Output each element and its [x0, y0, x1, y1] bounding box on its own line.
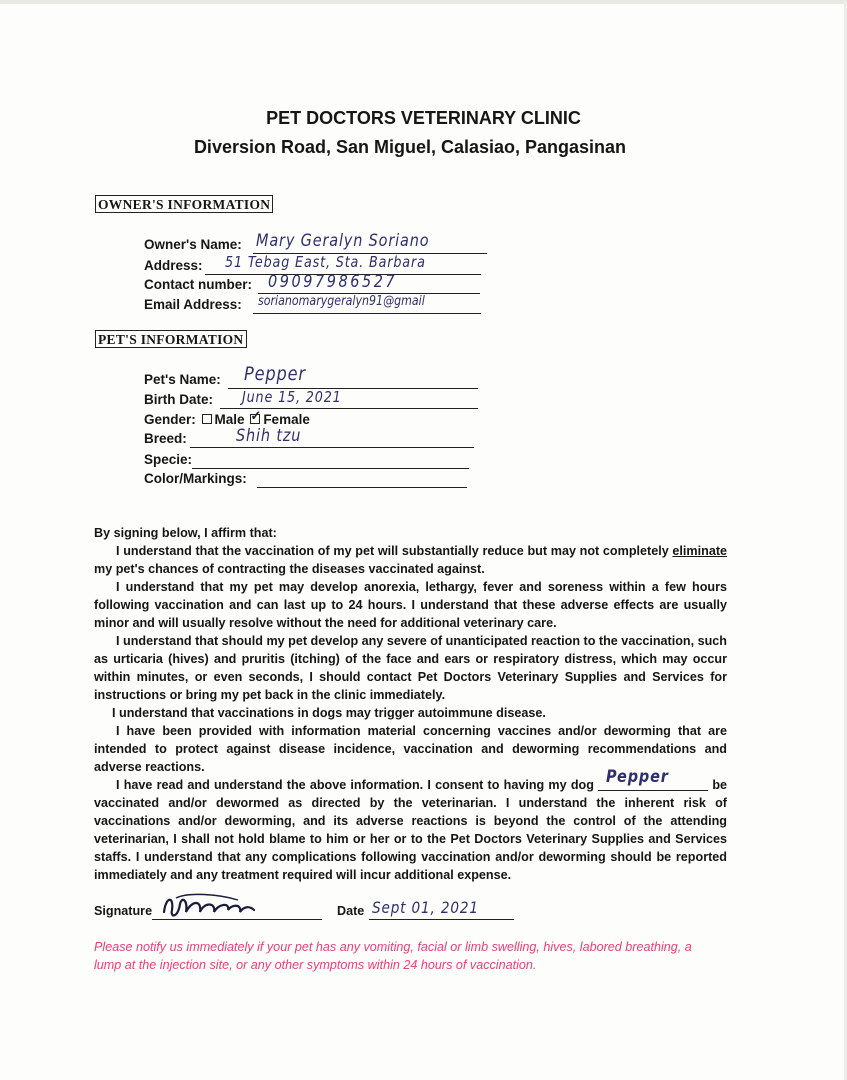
pet-name-value[interactable]: Pepper: [244, 363, 306, 385]
consent-intro: By signing below, I affirm that:: [94, 526, 277, 540]
owner-address-value[interactable]: 51 Tebag East, Sta. Barbara: [225, 253, 426, 271]
pet-name-label: Pet's Name:: [144, 372, 221, 387]
pet-birth-label: Birth Date:: [144, 392, 214, 407]
pet-breed-label: Breed:: [144, 431, 187, 446]
pet-color-label: Color/Markings:: [144, 471, 247, 486]
pet-section-title: PET'S INFORMATION: [95, 330, 247, 348]
consent-p1: [94, 542, 727, 578]
consent-p4: I understand that vaccinations in dogs may trigger autoimmune disease.: [112, 706, 546, 720]
gender-female-checkbox[interactable]: [250, 414, 260, 424]
owner-contact-value[interactable]: 09097986527: [268, 272, 398, 292]
consent-p1-a: I understand that the vaccination of my pet will substantially reduce but may not completely: [116, 544, 669, 558]
consent-p1-b: eliminate: [672, 544, 728, 558]
dog-name-line[interactable]: [598, 767, 708, 791]
consent-p5: I have been provided with information material concerning vaccines and/or deworming that are intended to protect against disease incidence, vaccination and deworming recommendations and adverse reactions.: [94, 724, 727, 774]
signature-drawing: [158, 890, 268, 924]
pet-gender-label: Gender:: [144, 412, 196, 427]
consent-p6-a: I have read and understand the above information. I consent to having my dog: [116, 778, 594, 792]
owner-section-title: OWNER'S INFORMATION: [95, 195, 273, 213]
consent-p2: I understand that my pet may develop anorexia, lethargy, fever and soreness within a few hours following vaccination and can last up to 24 hours. I understand that these adverse effects are usually minor and will usually resolve without the need for additional veterinary care.: [94, 580, 727, 630]
consent-p6: [94, 767, 728, 884]
date-value[interactable]: Sept 01, 2021: [372, 898, 479, 917]
owner-email-value[interactable]: sorianomarygeralyn91@gmail: [258, 294, 425, 309]
consent-p6-b: be vaccinated and/or dewormed as directed by the veterinarian. I understand the inherent risk of vaccinations and/or deworming, and its adverse reactions is beyond the control of the attending veterinarian, I shall not hold blame to him or her or to the Pet Doctors Veterinary Supplies and Services staffs. I understand that any complications following vaccination and/or deworming should be reported immediately and any treatment required will incur additional expense.: [94, 778, 728, 882]
consent-p1-c: my pet's chances of contracting the diseases vaccinated against.: [94, 562, 485, 576]
owner-email-label: Email Address:: [144, 297, 242, 312]
date-label: Date: [337, 904, 365, 918]
consent-text: [94, 524, 727, 884]
pet-color-line[interactable]: [257, 470, 467, 488]
owner-name-value[interactable]: Mary Geralyn Soriano: [256, 231, 430, 251]
consent-p3: I understand that should my pet develop any severe of unanticipated reaction to the vaccination, such as urticaria (hives) and pruritis (itching) of the face and ears or respiratory distress, which may occur within minutes, or even seconds, I should contact Pet Doctors Veterinary Supplies and Services for instructions or bring my pet back in the clinic immediately.: [94, 634, 727, 702]
signature-label: Signature: [94, 904, 153, 918]
aftercare-notice: Please notify us immediately if your pet has any vomiting, facial or limb swelling, hives, labored breathing, a lump at the injection site, or any other symptoms within 24 hours of vaccination.: [94, 940, 692, 972]
clinic-name: PET DOCTORS VETERINARY CLINIC: [266, 108, 581, 128]
page-edge: [0, 0, 847, 4]
gender-female-label: Female: [263, 412, 310, 427]
owner-address-label: Address:: [144, 258, 203, 273]
pet-breed-value[interactable]: Shih tzu: [236, 426, 302, 446]
gender-male-checkbox[interactable]: [202, 414, 212, 424]
dog-name-value[interactable]: Pepper: [606, 767, 669, 787]
gender-male-label: Male: [214, 412, 245, 427]
clinic-address: Diversion Road, San Miguel, Calasiao, Pangasinan: [193, 137, 627, 157]
owner-name-label: Owner's Name:: [144, 237, 242, 252]
pet-breed-line: [190, 430, 474, 448]
pet-specie-label: Specie:: [144, 452, 193, 467]
pet-specie-line[interactable]: [192, 451, 469, 469]
pet-birth-value[interactable]: June 15, 2021: [242, 388, 342, 406]
owner-contact-label: Contact number:: [144, 277, 252, 292]
